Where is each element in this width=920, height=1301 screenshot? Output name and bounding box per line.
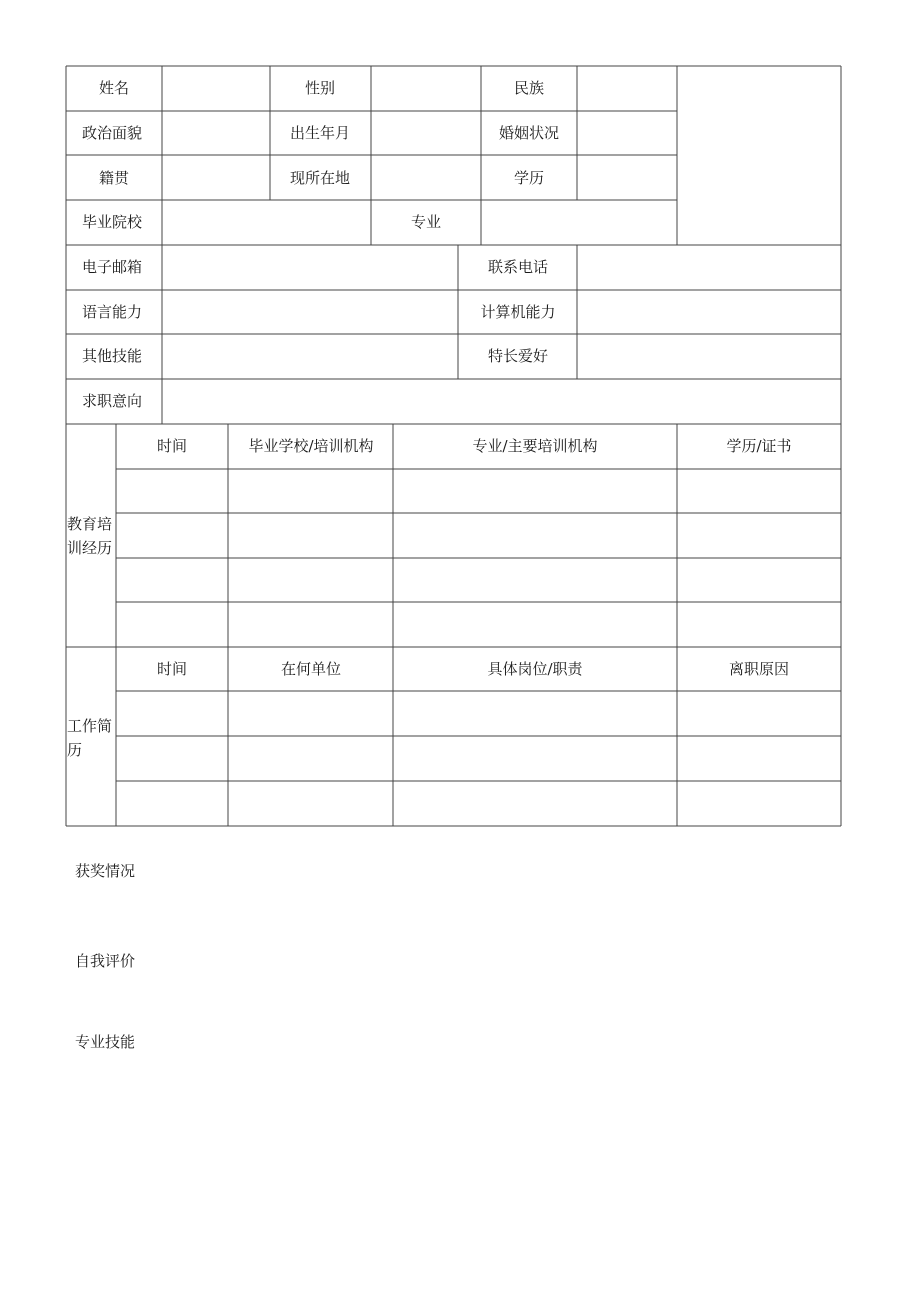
label-language: 语言能力 [81,303,143,321]
section-awards: 获奖情况 [75,862,136,880]
education-section-title: 教育培训经历 [67,515,113,557]
label-computer: 计算机能力 [480,303,556,321]
field-phone[interactable] [578,246,840,289]
label-gender: 性别 [304,79,336,97]
work-header-reason: 离职原因 [728,660,790,678]
label-hobbies: 特长爱好 [487,347,549,365]
field-political-status[interactable] [163,112,269,154]
edu-header-school: 毕业学校/培训机构 [248,437,374,455]
label-ethnicity: 民族 [513,79,545,97]
field-graduate-school[interactable] [163,201,370,244]
work-entries-area[interactable] [117,692,840,825]
edu-header-time: 时间 [156,437,188,455]
work-header-time: 时间 [156,660,188,678]
field-computer[interactable] [578,291,840,333]
field-education[interactable] [578,156,676,199]
section-self-evaluation: 自我评价 [75,952,136,970]
education-entries-area[interactable] [117,470,840,646]
field-hobbies[interactable] [578,335,840,378]
work-header-position: 具体岗位/职责 [487,660,583,678]
label-job-intention: 求职意向 [81,392,143,410]
label-phone: 联系电话 [487,258,549,276]
field-language[interactable] [163,291,457,333]
label-major: 专业 [410,213,442,231]
field-major[interactable] [482,201,676,244]
field-birth-date[interactable] [372,112,480,154]
label-political-status: 政治面貌 [81,124,143,142]
work-section-title: 工作简历 [67,717,113,759]
label-education: 学历 [513,169,545,187]
field-current-location[interactable] [372,156,480,199]
field-marital-status[interactable] [578,112,676,154]
label-birth-date: 出生年月 [289,124,351,142]
label-email: 电子邮箱 [81,258,143,276]
label-graduate-school: 毕业院校 [81,213,143,231]
label-marital-status: 婚姻状况 [498,124,560,142]
field-other-skills[interactable] [163,335,457,378]
field-gender[interactable] [372,67,480,110]
label-other-skills: 其他技能 [81,347,143,365]
field-ethnicity[interactable] [578,67,676,110]
field-email[interactable] [163,246,457,289]
field-native-place[interactable] [163,156,269,199]
label-current-location: 现所在地 [289,169,351,187]
label-native-place: 籍贯 [98,169,130,187]
edu-header-major: 专业/主要培训机构 [472,437,598,455]
work-header-company: 在何单位 [280,660,342,678]
label-name: 姓名 [98,79,130,97]
field-job-intention[interactable] [163,380,840,423]
photo-box[interactable] [678,67,840,244]
field-name[interactable] [163,67,269,110]
section-professional-skills: 专业技能 [75,1033,136,1051]
edu-header-degree: 学历/证书 [726,437,792,455]
